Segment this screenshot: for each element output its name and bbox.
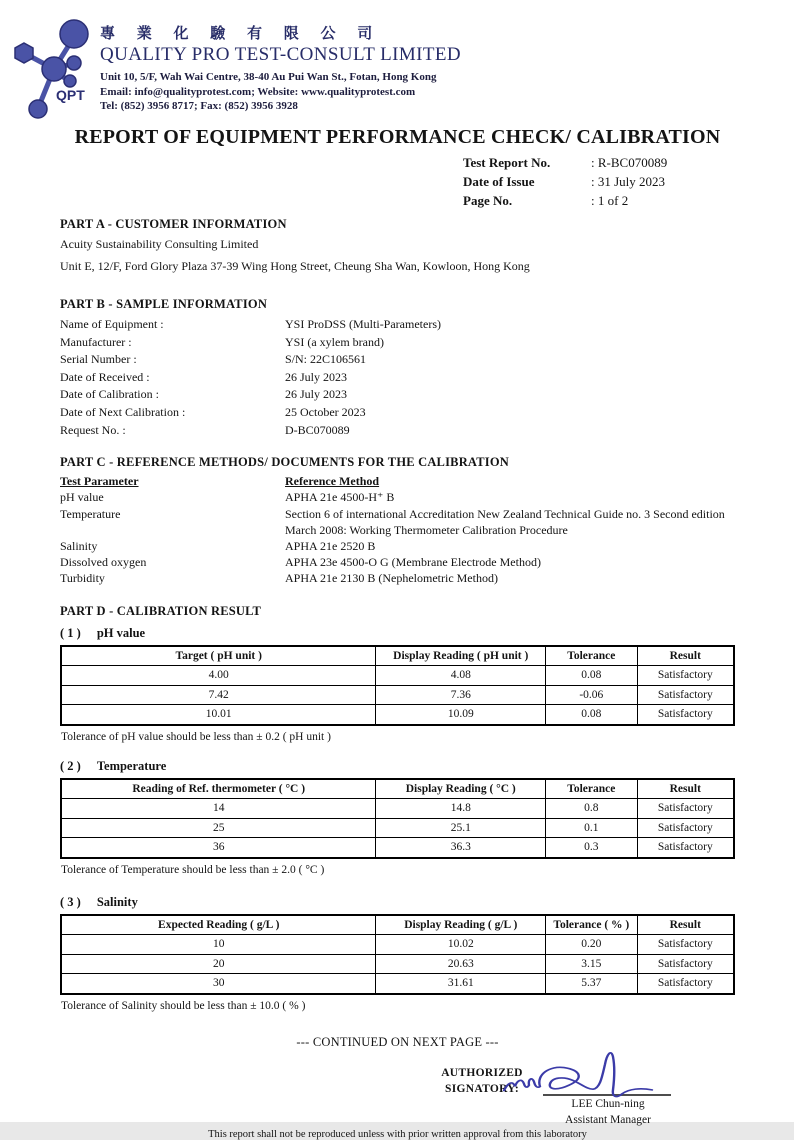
- column-header: Reading of Ref. thermometer ( °C ): [61, 779, 376, 799]
- field-label: Date of Calibration :: [60, 387, 159, 402]
- report-info-row: [463, 172, 735, 191]
- customer-name: Acuity Sustainability Consulting Limited: [60, 237, 259, 251]
- reference-method: APHA 21e 2520 B: [285, 538, 376, 553]
- table-row: [61, 838, 734, 858]
- field-label: Serial Number :: [60, 352, 137, 367]
- field-label: Manufacturer :: [60, 334, 132, 349]
- column-header: Tolerance ( % ): [546, 915, 638, 935]
- signatory-name: LEE Chun-ning: [571, 1097, 645, 1110]
- company-address: Unit 10, 5/F, Wah Wai Centre, 38-40 Au Pui Wan St., Fotan, Hong Kong: [100, 71, 437, 83]
- table-cell: Satisfactory: [637, 818, 734, 838]
- table-cell: 25.1: [376, 818, 546, 838]
- table-cell: 14.8: [376, 799, 546, 819]
- sample-info-row: [60, 386, 735, 404]
- report-info-row: [463, 153, 735, 172]
- signature-block: [60, 1052, 735, 1126]
- report-title: REPORT OF EQUIPMENT PERFORMANCE CHECK/ CALIBRATION: [74, 126, 721, 148]
- part-a-section: [60, 217, 735, 276]
- table-cell: 3.15: [546, 954, 638, 974]
- table-cell: Satisfactory: [637, 935, 734, 955]
- table-cell: 0.8: [546, 799, 638, 819]
- table-cell: 36.3: [376, 838, 546, 858]
- sample-info-row: [60, 422, 735, 440]
- part-a-heading: PART A - CUSTOMER INFORMATION: [60, 217, 287, 231]
- table-row: [61, 935, 734, 955]
- section-number: ( 2 ): [60, 758, 81, 773]
- field-value: S/N: 22C106561: [285, 352, 367, 367]
- column-header: Display Reading ( °C ): [376, 779, 546, 799]
- date-of-issue-label: Date of Issue: [463, 174, 535, 189]
- field-label: Date of Received :: [60, 369, 150, 384]
- reference-method: APHA 21e 4500-H⁺ B: [285, 490, 395, 505]
- test-parameter: Dissolved oxygen: [60, 555, 147, 570]
- table-cell: Satisfactory: [637, 705, 734, 725]
- table-header-row: [61, 646, 734, 666]
- table-cell: 20.63: [376, 954, 546, 974]
- reference-method-row: [60, 489, 735, 505]
- sample-info-row: [60, 404, 735, 422]
- company-header: [100, 22, 570, 114]
- field-value: YSI ProDSS (Multi-Parameters): [285, 317, 441, 331]
- column-header: Display Reading ( g/L ): [376, 915, 546, 935]
- test-parameter: pH value: [60, 490, 104, 505]
- field-label: Name of Equipment :: [60, 317, 164, 331]
- table-cell: 7.36: [376, 685, 546, 705]
- table-cell: Satisfactory: [637, 685, 734, 705]
- salinity-tolerance-note: Tolerance of Salinity should be less than ± 10.0 ( % ): [61, 999, 306, 1012]
- table-cell: Satisfactory: [637, 838, 734, 858]
- temperature-calibration-table: [60, 778, 735, 859]
- field-label: Request No. :: [60, 422, 126, 437]
- section-number: ( 3 ): [60, 894, 81, 909]
- salinity-calibration-table: [60, 914, 735, 995]
- table-cell: 0.3: [546, 838, 638, 858]
- part-c-heading: PART C - REFERENCE METHODS/ DOCUMENTS FOR THE CALIBRATION: [60, 455, 509, 470]
- sample-info-list: [60, 316, 735, 439]
- part-d-section: [60, 604, 735, 1012]
- table-row: [61, 666, 734, 686]
- table-cell: 4.00: [61, 666, 376, 686]
- reference-method-row: [60, 506, 735, 538]
- field-label: Date of Next Calibration :: [60, 404, 186, 419]
- field-value: 26 July 2023: [285, 369, 348, 384]
- reference-method: APHA 23e 4500-O G (Membrane Electrode Method): [285, 555, 541, 570]
- field-value: D-BC070089: [285, 422, 350, 437]
- table-cell: 5.37: [546, 974, 638, 994]
- table-cell: 7.42: [61, 685, 376, 705]
- report-disclaimer: This report shall not be reproduced unless with prior written approval from this laboratory: [208, 1128, 587, 1140]
- document-body: [60, 124, 735, 1140]
- table-cell: 10.02: [376, 935, 546, 955]
- test-parameter: Turbidity: [60, 571, 105, 586]
- table-row: [61, 705, 734, 725]
- table-cell: 10.09: [376, 705, 546, 725]
- qpt-molecule-logo-icon: [8, 12, 98, 116]
- continued-on-next-page: --- CONTINUED ON NEXT PAGE ---: [296, 1034, 499, 1049]
- reference-method: Section 6 of international Accreditation New Zealand Technical Guide no. 3 Second edition March 2008: Working Thermometer Calibration Procedure: [285, 506, 725, 537]
- sample-info-row: [60, 351, 735, 369]
- reference-method-row: [60, 538, 735, 554]
- table-cell: 0.08: [546, 666, 638, 686]
- sample-info-row: [60, 334, 735, 352]
- section-number: ( 1 ): [60, 625, 81, 640]
- reference-method-header: Reference Method: [285, 474, 380, 489]
- table-row: [61, 685, 734, 705]
- test-report-no-value: : R-BC070089: [591, 155, 668, 170]
- column-header: Tolerance: [546, 646, 638, 666]
- table-cell: 0.20: [546, 935, 638, 955]
- ph-section-title: [60, 626, 735, 641]
- test-report-no-label: Test Report No.: [463, 155, 551, 170]
- part-b-heading: PART B - SAMPLE INFORMATION: [60, 297, 268, 311]
- table-cell: 10.01: [61, 705, 376, 725]
- company-contact: Email: info@qualityprotest.com; Website: www.qualityprotest.com: [100, 85, 416, 98]
- part-d-heading: PART D - CALIBRATION RESULT: [60, 603, 262, 618]
- reference-methods-list: [60, 473, 735, 586]
- field-value: 26 July 2023: [285, 387, 348, 402]
- table-cell: 36: [61, 838, 376, 858]
- test-parameter-header: Test Parameter: [60, 474, 139, 489]
- logo-text: QPT: [56, 87, 85, 103]
- report-info-block: [463, 153, 735, 210]
- table-row: [61, 974, 734, 994]
- table-cell: 0.08: [546, 705, 638, 725]
- sample-info-row: [60, 369, 735, 387]
- section-name: Salinity: [96, 894, 138, 909]
- table-cell: Satisfactory: [637, 666, 734, 686]
- temperature-section-title: [60, 759, 735, 774]
- table-cell: 10: [61, 935, 376, 955]
- date-of-issue-value: : 31 July 2023: [591, 174, 666, 189]
- ph-calibration-table: [60, 645, 735, 726]
- table-row: [61, 799, 734, 819]
- column-header: Target ( pH unit ): [61, 646, 376, 666]
- salinity-section-title: [60, 895, 735, 910]
- column-header: Display Reading ( pH unit ): [376, 646, 546, 666]
- page-no-label: Page No.: [463, 193, 513, 208]
- signature-image: [500, 1046, 678, 1100]
- table-cell: 0.1: [546, 818, 638, 838]
- signatory-title: Assistant Manager: [565, 1113, 651, 1126]
- table-header-row: [61, 915, 734, 935]
- temperature-tolerance-note: Tolerance of Temperature should be less than ± 2.0 ( °C ): [61, 863, 325, 876]
- field-value: 25 October 2023: [285, 404, 366, 419]
- company-name-chinese: 專 業 化 驗 有 限 公 司: [100, 26, 382, 42]
- table-cell: 20: [61, 954, 376, 974]
- authorized-signatory-label: AUTHORIZED SIGNATORY:: [441, 1066, 523, 1095]
- company-name-english: QUALITY PRO TEST-CONSULT LIMITED: [100, 44, 461, 65]
- field-value: YSI (a xylem brand): [285, 334, 384, 349]
- reference-method: APHA 21e 2130 B (Nephelometric Method): [285, 571, 498, 586]
- table-cell: Satisfactory: [637, 799, 734, 819]
- section-name: pH value: [96, 625, 146, 640]
- table-cell: 31.61: [376, 974, 546, 994]
- column-header: Result: [637, 915, 734, 935]
- report-info-row: [463, 191, 735, 210]
- table-cell: 14: [61, 799, 376, 819]
- test-parameter: Temperature: [60, 506, 121, 521]
- table-header-row: [61, 779, 734, 799]
- table-cell: Satisfactory: [637, 974, 734, 994]
- column-header: Result: [637, 646, 734, 666]
- test-parameter: Salinity: [60, 538, 98, 553]
- sample-info-row: [60, 316, 735, 334]
- table-cell: Satisfactory: [637, 954, 734, 974]
- column-header: Result: [637, 779, 734, 799]
- section-name: Temperature: [96, 758, 167, 773]
- column-header: Expected Reading ( g/L ): [61, 915, 376, 935]
- part-c-section: [60, 455, 735, 586]
- table-cell: 30: [61, 974, 376, 994]
- table-row: [61, 954, 734, 974]
- table-row: [61, 818, 734, 838]
- part-b-section: [60, 297, 735, 439]
- ph-tolerance-note: Tolerance of pH value should be less than ± 0.2 ( pH unit ): [61, 730, 331, 743]
- reference-method-row: [60, 554, 735, 570]
- reference-method-row: [60, 570, 735, 586]
- table-cell: -0.06: [546, 685, 638, 705]
- column-header: Tolerance: [546, 779, 638, 799]
- reference-methods-header: [60, 473, 735, 489]
- table-cell: 25: [61, 818, 376, 838]
- table-cell: 4.08: [376, 666, 546, 686]
- page-no-value: : 1 of 2: [591, 193, 629, 208]
- customer-address: Unit E, 12/F, Ford Glory Plaza 37-39 Wing Hong Street, Cheung Sha Wan, Kowloon, Hong Kong: [60, 259, 530, 273]
- company-phone: Tel: (852) 3956 8717; Fax: (852) 3956 3928: [100, 100, 298, 112]
